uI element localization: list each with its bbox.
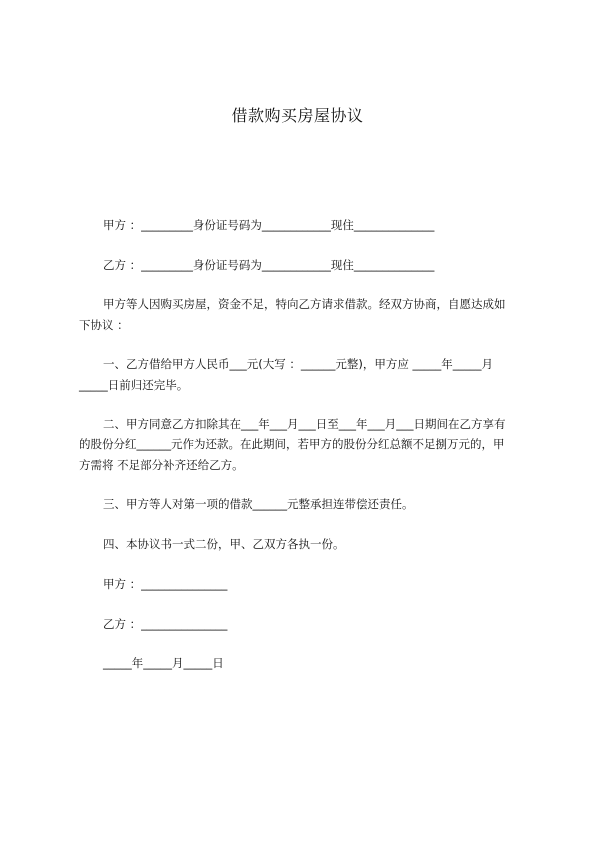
intro-paragraph-line-2: 下协议 ： [79,318,129,332]
clause-2-line-1: 二、甲方同意乙方扣除其在___年___月___日至___年___月___日期间在乙方享有 [103,417,506,431]
clause-2-line-2: 的股份分红______元作为还款。在此期间，若甲方的股份分红总额不足捌万元的，甲 [79,437,505,451]
clause-2-line-3: 方需将 不足部分补齐还给乙方。 [79,458,244,472]
clause-4: 四、本协议书一式二份，甲、乙双方各执一份。 [103,537,345,551]
signature-party-a: 甲方 ：_______________ [103,577,228,591]
party-b-info: 乙方 ：_________身份证号码为____________现住______________ [103,258,435,272]
clause-1-line-2: _____日前归还完毕。 [79,378,189,392]
intro-paragraph-line-1: 甲方等人因购买房屋，资金不足，特向乙方请求借款。经双方协商，自愿达成如 [103,297,506,311]
party-a-info: 甲方 ：_________身份证号码为____________现住______________ [103,218,435,232]
signature-party-b: 乙方 ：_______________ [103,617,228,631]
clause-3: 三、甲方等人对第一项的借款______元整承担连带偿还责任。 [103,497,414,511]
clause-1-line-1: 一、乙方借给甲方人民币___元(大写 ：______元整)，甲方应 _____年_____月 [103,357,494,371]
document-title: 借款购买房屋协议 [231,106,364,125]
signature-date: _____年_____月_____日 [103,656,224,670]
